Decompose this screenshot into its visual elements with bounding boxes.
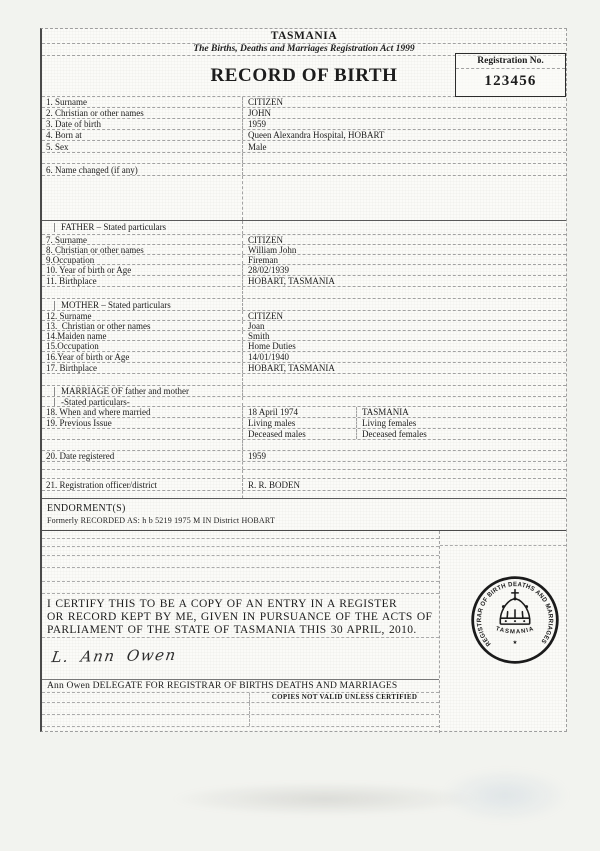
field-label: 9.Occupation bbox=[46, 255, 95, 264]
field-value: HOBART, TASMANIA bbox=[242, 276, 566, 286]
section-subtitle: -Stated particulars- bbox=[61, 397, 130, 406]
endorsements-line: Formerly RECORDED AS: h b 5219 1975 M IN District HOBART bbox=[47, 516, 276, 525]
field-value: Smith bbox=[242, 331, 566, 340]
certification-line: OR RECORD KEPT BY ME, GIVEN IN PURSUANCE OF THE ACTS OF bbox=[47, 611, 433, 623]
field-value: Deceased males bbox=[242, 429, 356, 439]
field-label: 18. When and where married bbox=[46, 407, 151, 417]
field-label: 12. Surname bbox=[46, 311, 92, 320]
row-mother-occupation bbox=[42, 341, 566, 352]
field-value: JOHN bbox=[242, 108, 566, 118]
field-value: Queen Alexandra Hospital, HOBART bbox=[242, 130, 566, 140]
spacer-row bbox=[42, 491, 566, 499]
section-tick bbox=[54, 223, 55, 232]
field-value: HOBART, TASMANIA bbox=[242, 363, 566, 373]
registrar-signature: L. Ann Owen bbox=[50, 645, 179, 667]
field-label: 16.Year of birth or Age bbox=[46, 352, 130, 362]
field-value: Fireman bbox=[242, 255, 566, 264]
seal-column bbox=[439, 531, 566, 733]
section-tick bbox=[54, 387, 55, 396]
field-label: 7. Surname bbox=[46, 235, 87, 244]
certification-left-column bbox=[42, 531, 439, 733]
row-born-at bbox=[42, 130, 566, 141]
row-previous-issue-living bbox=[42, 418, 566, 429]
field-value: R. R. BODEN bbox=[242, 479, 566, 490]
row-date-registered bbox=[42, 451, 566, 462]
row-mother-year-of-birth bbox=[42, 352, 566, 363]
section-tick bbox=[54, 398, 55, 406]
field-value: Living males bbox=[242, 418, 356, 428]
registration-number-box bbox=[455, 53, 566, 97]
certification-statement bbox=[42, 594, 439, 638]
row-father-surname bbox=[42, 235, 566, 245]
star-icon: ★ bbox=[512, 639, 518, 646]
endorsements-title: ENDORMENT(S) bbox=[47, 503, 126, 514]
certification-line: PARLIAMENT OF THE STATE OF TASMANIA THIS 30 APRIL, 2010. bbox=[47, 624, 417, 636]
field-label: 3. Date of birth bbox=[46, 119, 101, 129]
field-value: 1959 bbox=[242, 451, 566, 461]
field-value: Male bbox=[242, 141, 566, 152]
marriage-section-subheader bbox=[42, 397, 566, 407]
marriage-section-header bbox=[42, 386, 566, 397]
field-label: 11. Birthplace bbox=[46, 276, 97, 286]
certification-zone bbox=[42, 531, 566, 733]
field-value-place: TASMANIA bbox=[356, 407, 566, 417]
section-title: MOTHER – Stated particulars bbox=[61, 300, 171, 310]
mother-section-header bbox=[42, 299, 566, 311]
row-father-year-of-birth bbox=[42, 265, 566, 276]
field-value: CITIZEN bbox=[242, 311, 566, 320]
registration-number-label: Registration No. bbox=[456, 54, 565, 69]
field-value: CITIZEN bbox=[242, 235, 566, 244]
row-christian-names bbox=[42, 108, 566, 119]
copies-notice-row bbox=[42, 693, 439, 703]
act-subtitle: The Births, Deaths and Marriages Registration Act 1999 bbox=[42, 44, 566, 56]
field-label: 10. Year of birth or Age bbox=[46, 265, 132, 275]
field-value: Home Duties bbox=[242, 341, 566, 351]
copies-notice: COPIES NOT VALID UNLESS CERTIFIED bbox=[249, 693, 439, 703]
state-title: TASMANIA bbox=[42, 29, 566, 44]
row-father-occupation bbox=[42, 255, 566, 265]
certification-line: I CERTIFY THIS TO BE A COPY OF AN ENTRY IN A REGISTER bbox=[47, 598, 397, 610]
field-label: 21. Registration officer/district bbox=[46, 480, 158, 490]
field-value bbox=[242, 164, 566, 175]
birth-certificate-document bbox=[40, 28, 567, 732]
title-zone bbox=[42, 56, 566, 97]
field-label: 6. Name changed (if any) bbox=[46, 165, 138, 175]
field-label: 8. Christian or other names bbox=[46, 245, 144, 254]
svg-text:TASMANIA bbox=[495, 626, 535, 635]
row-when-where-married bbox=[42, 407, 566, 418]
field-label: 19. Previous Issue bbox=[46, 418, 112, 428]
section-tick bbox=[54, 301, 55, 310]
field-value: William John bbox=[242, 245, 566, 254]
page-title: RECORD OF BIRTH bbox=[210, 65, 398, 86]
spacer-row bbox=[42, 374, 566, 386]
field-label: 5. Sex bbox=[46, 142, 69, 152]
registrar-seal bbox=[469, 574, 561, 666]
field-label: 20. Date registered bbox=[46, 451, 115, 461]
row-sex bbox=[42, 141, 566, 153]
field-label: 4. Born at bbox=[46, 130, 82, 140]
row-father-birthplace bbox=[42, 276, 566, 287]
spacer-row bbox=[42, 287, 566, 299]
field-value-date: 18 April 1974 bbox=[242, 407, 356, 417]
row-father-christian-names bbox=[42, 245, 566, 255]
field-value: CITIZEN bbox=[242, 97, 566, 107]
endorsements-section bbox=[42, 499, 566, 531]
seal-center-text: TASMANIA bbox=[494, 626, 536, 636]
row-mother-maiden-name bbox=[42, 331, 566, 341]
scan-smudge bbox=[440, 768, 570, 823]
registration-number-value: 123456 bbox=[484, 73, 537, 89]
crown-icon bbox=[500, 590, 529, 625]
row-mother-birthplace bbox=[42, 363, 566, 374]
field-value: 1959 bbox=[242, 119, 566, 129]
signature-row bbox=[42, 638, 439, 680]
spacer-row bbox=[42, 470, 566, 479]
field-value: 14/01/1940 bbox=[242, 352, 566, 362]
field-value: 28/02/1939 bbox=[242, 265, 566, 275]
field-label: 14.Maiden name bbox=[46, 331, 107, 340]
field-value: Living females bbox=[356, 418, 566, 428]
section-title: MARRIAGE OF father and mother bbox=[61, 386, 189, 396]
field-label: 2. Christian or other names bbox=[46, 108, 144, 118]
spacer-row bbox=[42, 440, 566, 451]
field-value: Deceased females bbox=[356, 429, 566, 439]
field-value: Joan bbox=[242, 321, 566, 330]
father-section-header bbox=[42, 221, 566, 235]
row-previous-issue-deceased bbox=[42, 429, 566, 440]
name-changed-empty-area bbox=[42, 176, 566, 221]
scan-smudge bbox=[170, 782, 480, 816]
row-registration-officer bbox=[42, 479, 566, 491]
row-name-changed bbox=[42, 164, 566, 176]
field-label: 17. Birthplace bbox=[46, 363, 97, 373]
field-label: 13. Christian or other names bbox=[46, 321, 151, 330]
field-label: 1. Surname bbox=[46, 97, 87, 107]
row-mother-surname bbox=[42, 311, 566, 321]
seal-ring-text: REGISTRAR OF BIRTH DEATHS AND MARRIAGES bbox=[476, 581, 554, 648]
row-mother-christian-names bbox=[42, 321, 566, 331]
row-date-of-birth bbox=[42, 119, 566, 130]
section-title: FATHER – Stated particulars bbox=[61, 222, 167, 232]
spacer-row bbox=[42, 153, 566, 164]
delegate-line: Ann Owen DELEGATE FOR REGISTRAR OF BIRTHS DEATHS AND MARRIAGES bbox=[42, 680, 439, 693]
spacer-row bbox=[42, 462, 566, 470]
row-surname bbox=[42, 97, 566, 108]
seal-stamp-icon bbox=[469, 574, 561, 666]
field-label: 15.Occupation bbox=[46, 341, 99, 351]
